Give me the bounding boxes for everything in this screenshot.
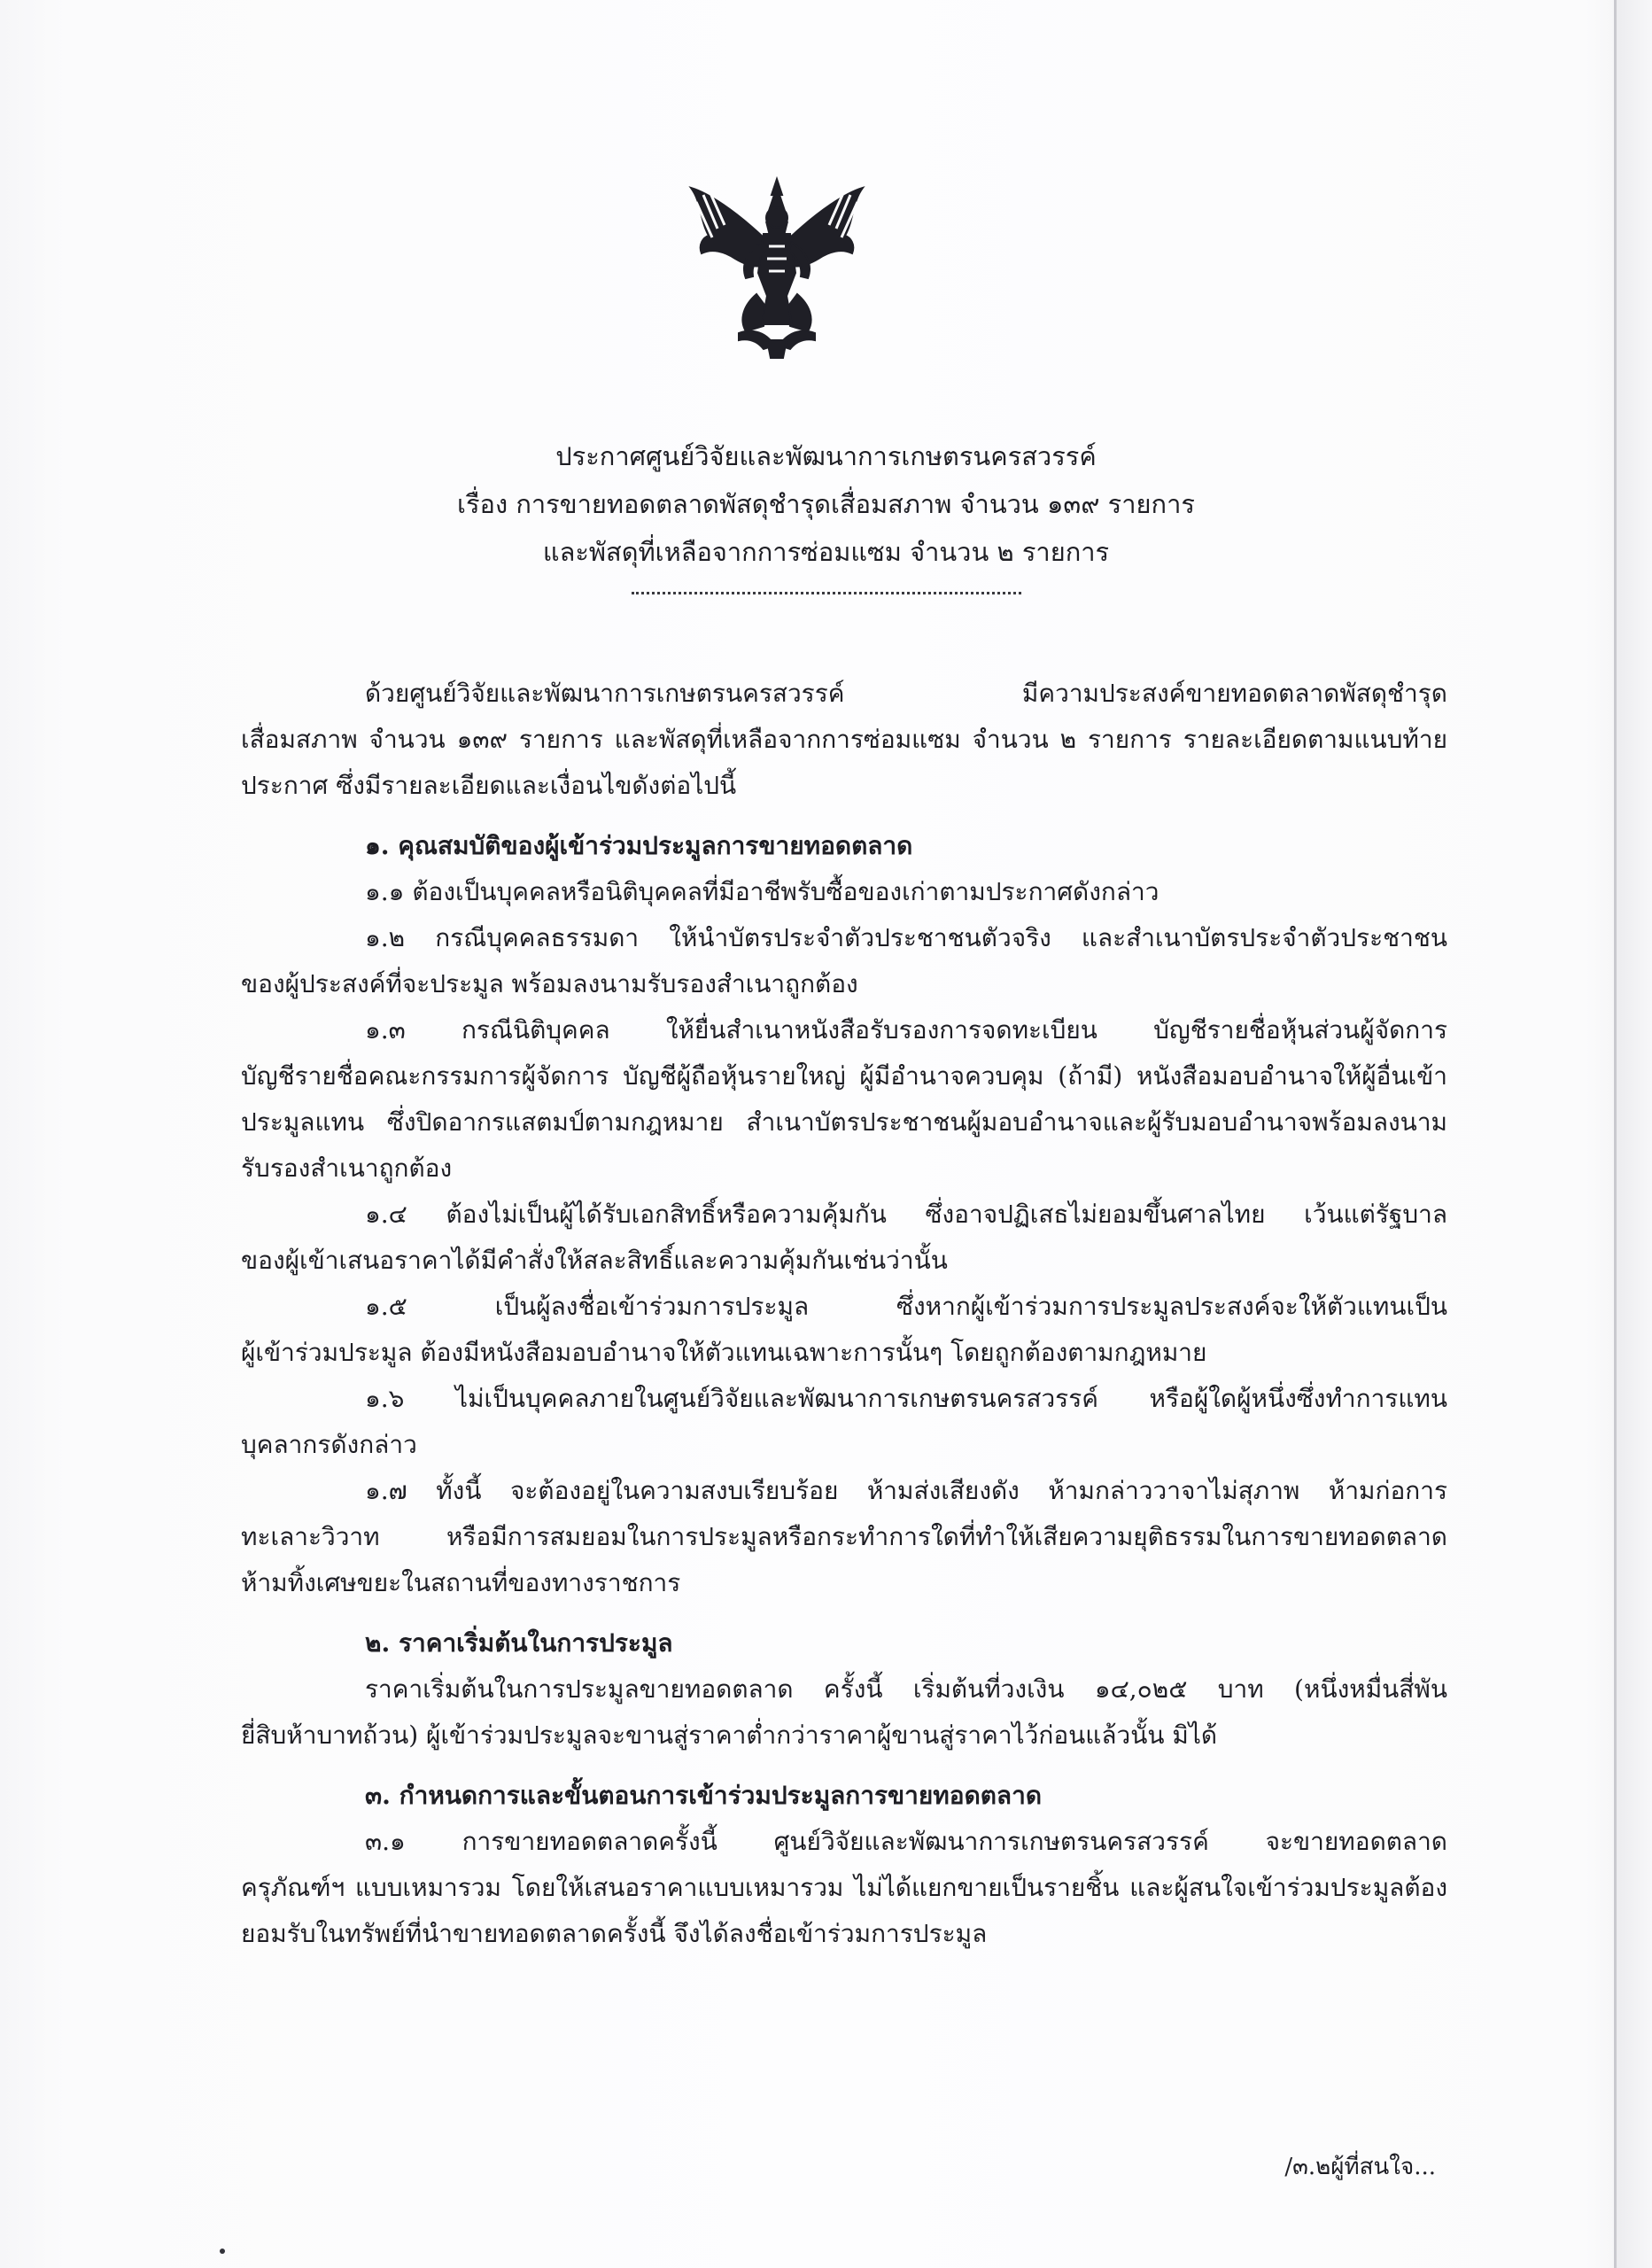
item-1-2-line-2: ของผู้ประสงค์ที่จะประมูล พร้อมลงนามรับรองสำเนาถูกต้อง [241, 969, 858, 998]
item-3-1-line-1: ๓.๑ การขายทอดตลาดครั้งนี้ ศูนย์วิจัยและพัฒนาการเกษตรนครสวรรค์ จะขายทอดตลาด [365, 1827, 1447, 1856]
section-1-heading: ๑. คุณสมบัติของผู้เข้าร่วมประมูลการขายทอดตลาด [365, 831, 913, 860]
announcement-header [0, 432, 1652, 594]
item-1-7-line-2: ทะเลาะวิวาท หรือมีการสมยอมในการประมูลหรือกระทำการใดที่ทำให้เสียความยุติธรรมในการขายทอดตลาด [241, 1522, 1447, 1551]
item-1-3-line-1: ๑.๓ กรณีนิติบุคคล ให้ยื่นสำเนาหนังสือรับรองการจดทะเบียน บัญชีรายชื่อหุ้นส่วนผู้จัดการ [365, 1015, 1447, 1045]
intro-line-2: เสื่อมสภาพ จำนวน ๑๓๙ รายการ และพัสดุที่เหลือจากการซ่อมแซม จำนวน ๒ รายการ รายละเอียดตามแนบท้าย [241, 725, 1447, 754]
item-1-4-line-1: ๑.๔ ต้องไม่เป็นผู้ได้รับเอกสิทธิ์หรือความคุ้มกัน ซึ่งอาจปฏิเสธไม่ยอมขึ้นศาลไทย เว้นแต่รัฐบาล [365, 1200, 1447, 1229]
section-2 [241, 1620, 1447, 1759]
section-3-heading: ๓. กำหนดการและขั้นตอนการเข้าร่วมประมูลการขายทอดตลาด [365, 1781, 1042, 1810]
section-3 [241, 1773, 1447, 1957]
intro-line-1: ด้วยศูนย์วิจัยและพัฒนาการเกษตรนครสวรรค์ มีความประสงค์ขายทอดตลาดพัสดุชำรุด [365, 679, 1447, 708]
section-1 [241, 823, 1447, 1606]
page-edge-shadow [1617, 0, 1652, 2268]
section-2-line-1: ราคาเริ่มต้นในการประมูลขายทอดตลาด ครั้งนี้ เริ่มต้นที่วงเงิน ๑๔,๐๒๕ บาท (หนึ่งหมื่นสี่พัน [365, 1674, 1447, 1704]
intro-paragraph [241, 671, 1447, 809]
announcement-subject-continued: และพัสดุที่เหลือจากการซ่อมแซม จำนวน ๒ รายการ [542, 537, 1110, 567]
item-1-3-line-3: ประมูลแทน ซึ่งปิดอากรแสตมป์ตามกฎหมาย สำเนาบัตรประชาชนผู้มอบอำนาจและผู้รับมอบอำนาจพร้อมลงนาม [241, 1107, 1447, 1137]
item-1-1: ๑.๑ ต้องเป็นบุคคลหรือนิติบุคคลที่มีอาชีพรับซื้อของเก่าตามประกาศดังกล่าว [365, 877, 1160, 906]
item-1-6-line-2: บุคลากรดังกล่าว [241, 1430, 417, 1459]
scan-speck [220, 2249, 225, 2254]
item-1-3-line-2: บัญชีรายชื่อคณะกรรมการผู้จัดการ บัญชีผู้ถือหุ้นรายใหญ่ ผู้มีอำนาจควบคุม (ถ้ามี) หนังสือมอบอำนาจให้ผู้อื่นเข้า [241, 1061, 1447, 1091]
item-3-1-line-2: ครุภัณฑ์ฯ แบบเหมารวม โดยให้เสนอราคาแบบเหมารวม ไม่ได้แยกขายเป็นรายชิ้น และผู้สนใจเข้าร่วมประมูลต้อง [241, 1873, 1447, 1902]
page-edge-line [1614, 0, 1617, 2268]
announcement-title: ประกาศศูนย์วิจัยและพัฒนาการเกษตรนครสวรรค์ [555, 441, 1097, 471]
continuation-note: /๓.๒ผู้ที่สนใจ... [1284, 2154, 1436, 2180]
item-1-7-line-1: ๑.๗ ทั้งนี้ จะต้องอยู่ในความสงบเรียบร้อย ห้ามส่งเสียงดัง ห้ามกล่าววาจาไม่สุภาพ ห้ามก่อการ [365, 1476, 1447, 1505]
item-1-6-line-1: ๑.๖ ไม่เป็นบุคคลภายในศูนย์วิจัยและพัฒนาการเกษตรนครสวรรค์ หรือผู้ใดผู้หนึ่งซึ่งทำการแทน [365, 1384, 1447, 1413]
announcement-subject: เรื่อง การขายทอดตลาดพัสดุชำรุดเสื่อมสภาพ จำนวน ๑๓๙ รายการ [457, 489, 1195, 519]
item-1-7-line-3: ห้ามทิ้งเศษขยะในสถานที่ของทางราชการ [241, 1568, 681, 1597]
item-1-5-line-2: ผู้เข้าร่วมประมูล ต้องมีหนังสือมอบอำนาจให้ตัวแทนเฉพาะการนั้นๆ โดยถูกต้องตามกฎหมาย [241, 1338, 1207, 1367]
garuda-emblem-icon [682, 175, 873, 361]
item-1-3-line-4: รับรองสำเนาถูกต้อง [241, 1153, 453, 1183]
item-1-4-line-2: ของผู้เข้าเสนอราคาได้มีคำสั่งให้สละสิทธิ์และความคุ้มกันเช่นว่านั้น [241, 1246, 948, 1275]
section-2-heading: ๒. ราคาเริ่มต้นในการประมูล [365, 1628, 673, 1658]
section-2-line-2: ยี่สิบห้าบาทถ้วน) ผู้เข้าร่วมประมูลจะขานสู่ราคาต่ำกว่าราคาผู้ขานสู่ราคาไว้ก่อนแล้วนั้น มิได้ [241, 1720, 1218, 1750]
item-1-2-line-1: ๑.๒ กรณีบุคคลธรรมดา ให้นำบัตรประจำตัวประชาชนตัวจริง และสำเนาบัตรประจำตัวประชาชน [365, 923, 1447, 952]
intro-line-3: ประกาศ ซึ่งมีรายละเอียดและเงื่อนไขดังต่อไปนี้ [241, 771, 737, 800]
item-1-5-line-1: ๑.๕ เป็นผู้ลงชื่อเข้าร่วมการประมูล ซึ่งหากผู้เข้าร่วมการประมูลประสงค์จะให้ตัวแทนเป็น [365, 1292, 1447, 1321]
item-3-1-line-3: ยอมรับในทรัพย์ที่นำขายทอดตลาดครั้งนี้ จึงได้ลงชื่อเข้าร่วมการประมูล [241, 1919, 988, 1948]
document-body [241, 671, 1447, 1957]
header-separator [632, 586, 1021, 594]
